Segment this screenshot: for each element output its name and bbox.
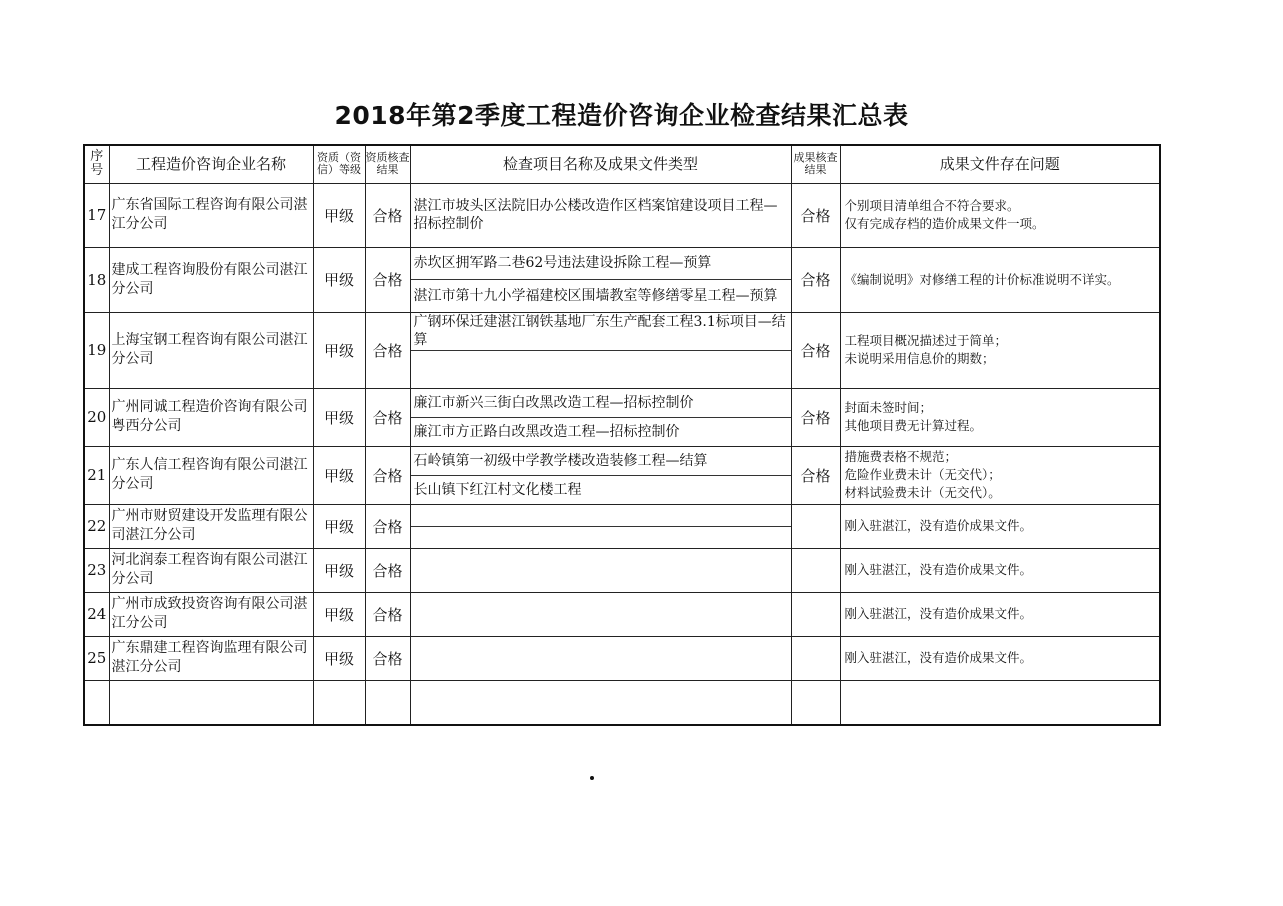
issue-line: 刚入驻湛江，没有造价成果文件。 [844, 650, 1033, 665]
item-line [411, 593, 791, 636]
row-seq: 21 [84, 446, 109, 504]
table-row [84, 247, 1160, 312]
row-issues [840, 183, 1160, 247]
row-level: 甲级 [313, 504, 365, 548]
table-row [84, 446, 1160, 504]
row-level: 甲级 [313, 247, 365, 312]
items-list [411, 313, 791, 388]
row-issues [840, 446, 1160, 504]
row-items [410, 592, 791, 636]
issue-line: 措施费表格不规范； [844, 449, 958, 464]
header-qual-check: 资质核查结果 [365, 145, 410, 183]
item-line: 廉江市方正路白改黑改造工程—招标控制价 [413, 423, 680, 440]
header-qual-level: 资质（资信）等级 [313, 145, 365, 183]
row-company: 河北润泰工程咨询有限公司湛江分公司 [109, 548, 313, 592]
row-seq: 17 [84, 183, 109, 247]
row-company: 广东省国际工程咨询有限公司湛江分公司 [109, 183, 313, 247]
item-line: 湛江市第十九小学福建校区围墙教室等修缮零星工程—预算 [413, 287, 778, 304]
issue-line: 刚入驻湛江，没有造价成果文件。 [844, 562, 1033, 577]
row-result: 合格 [791, 183, 840, 247]
empty-cell [109, 680, 313, 725]
item-line: 赤坎区拥军路二巷62号违法建设拆除工程—预算 [411, 248, 791, 281]
row-company: 上海宝钢工程咨询有限公司湛江分公司 [109, 312, 313, 388]
header-issues: 成果文件存在问题 [840, 145, 1160, 183]
row-qual-result: 合格 [365, 636, 410, 680]
item-line [411, 637, 791, 680]
row-qual-result: 合格 [365, 183, 410, 247]
row-issues [840, 247, 1160, 312]
row-qual-result: 合格 [365, 446, 410, 504]
issue-line: 危险作业费未计（无交代）； [844, 467, 1001, 482]
item-line: 廉江市新兴三街白改黑改造工程—招标控制价 [411, 389, 791, 418]
row-seq: 25 [84, 636, 109, 680]
row-level: 甲级 [313, 636, 365, 680]
empty-cell [791, 680, 840, 725]
row-result: 合格 [791, 446, 840, 504]
empty-cell [313, 680, 365, 725]
table-row [84, 183, 1160, 247]
row-issues [840, 504, 1160, 548]
row-result [791, 548, 840, 592]
empty-cell [365, 680, 410, 725]
row-items [410, 388, 791, 446]
table-row [84, 592, 1160, 636]
issue-line: 仅有完成存档的造价成果文件一项。 [844, 216, 1045, 231]
row-items [410, 247, 791, 312]
table-row [84, 636, 1160, 680]
items-list [411, 637, 791, 680]
row-items [410, 636, 791, 680]
row-qual-result: 合格 [365, 592, 410, 636]
row-result [791, 504, 840, 548]
empty-row [84, 680, 1160, 725]
empty-cell [84, 680, 109, 725]
row-company: 广东人信工程咨询有限公司湛江分公司 [109, 446, 313, 504]
item-line [411, 549, 791, 592]
items-list [411, 593, 791, 636]
row-seq: 20 [84, 388, 109, 446]
row-seq: 18 [84, 247, 109, 312]
item-line: 石岭镇第一初级中学教学楼改造装修工程—结算 [411, 447, 791, 476]
row-issues [840, 592, 1160, 636]
item-line: 长山镇下红江村文化楼工程 [413, 481, 582, 498]
row-seq: 24 [84, 592, 109, 636]
row-qual-result: 合格 [365, 388, 410, 446]
row-qual-result: 合格 [365, 312, 410, 388]
results-table [83, 144, 1161, 726]
issue-line: 材料试验费未计（无交代）。 [844, 485, 1001, 500]
item-line [411, 505, 791, 527]
row-issues [840, 636, 1160, 680]
row-result: 合格 [791, 247, 840, 312]
row-seq: 19 [84, 312, 109, 388]
table-row [84, 504, 1160, 548]
item-line [411, 527, 791, 548]
row-level: 甲级 [313, 446, 365, 504]
issue-line: 其他项目费无计算过程。 [844, 418, 983, 433]
empty-cell [840, 680, 1160, 725]
issue-line: 未说明采用信息价的期数； [844, 351, 995, 366]
header-company: 工程造价咨询企业名称 [109, 145, 313, 183]
row-seq: 22 [84, 504, 109, 548]
row-items [410, 548, 791, 592]
table-row [84, 312, 1160, 388]
header-result-check: 成果核查结果 [791, 145, 840, 183]
row-company: 广东鼎建工程咨询监理有限公司湛江分公司 [109, 636, 313, 680]
row-issues [840, 548, 1160, 592]
row-qual-result: 合格 [365, 504, 410, 548]
page-title: 2018年第2季度工程造价咨询企业检查结果汇总表 [334, 101, 909, 130]
row-items [410, 504, 791, 548]
row-result [791, 592, 840, 636]
row-level: 甲级 [313, 548, 365, 592]
issue-line: 刚入驻湛江，没有造价成果文件。 [844, 518, 1033, 533]
row-company: 广州市成致投资咨询有限公司湛江分公司 [109, 592, 313, 636]
issue-line: 个别项目清单组合不符合要求。 [844, 198, 1020, 213]
table-row [84, 388, 1160, 446]
header-seq: 序号 [84, 145, 109, 183]
header-row [84, 145, 1160, 183]
empty-cell [410, 680, 791, 725]
row-result: 合格 [791, 312, 840, 388]
row-level: 甲级 [313, 312, 365, 388]
row-level: 甲级 [313, 592, 365, 636]
issue-line: 封面未签时间； [844, 400, 933, 415]
row-qual-result: 合格 [365, 548, 410, 592]
row-level: 甲级 [313, 183, 365, 247]
row-items [410, 312, 791, 388]
item-line: 湛江市坡头区法院旧办公楼改造作区档案馆建设项目工程—招标控制价 [413, 198, 778, 232]
items-list [411, 447, 791, 504]
row-company: 广州市财贸建设开发监理有限公司湛江分公司 [109, 504, 313, 548]
issue-line: 工程项目概况描述过于简单； [844, 333, 1008, 348]
row-items [410, 183, 791, 247]
table-row [84, 548, 1160, 592]
row-qual-result: 合格 [365, 247, 410, 312]
row-items [410, 446, 791, 504]
items-list [411, 248, 791, 312]
row-seq: 23 [84, 548, 109, 592]
row-issues [840, 312, 1160, 388]
items-list [411, 505, 791, 548]
items-list [411, 549, 791, 592]
row-level: 甲级 [313, 388, 365, 446]
issue-line: 刚入驻湛江，没有造价成果文件。 [844, 606, 1033, 621]
header-items: 检查项目名称及成果文件类型 [410, 145, 791, 183]
item-line: 广钢环保迁建湛江钢铁基地厂东生产配套工程3.1标项目—结算 [411, 313, 791, 351]
row-result: 合格 [791, 388, 840, 446]
row-company: 广州同诚工程造价咨询有限公司粤西分公司 [109, 388, 313, 446]
items-list [411, 184, 791, 247]
stray-mark [590, 776, 594, 780]
row-result [791, 636, 840, 680]
row-issues [840, 388, 1160, 446]
issue-line: 《编制说明》对修缮工程的计价标准说明不详实。 [844, 271, 1120, 287]
item-line [411, 351, 791, 388]
items-list [411, 389, 791, 446]
row-company: 建成工程咨询股份有限公司湛江分公司 [109, 247, 313, 312]
